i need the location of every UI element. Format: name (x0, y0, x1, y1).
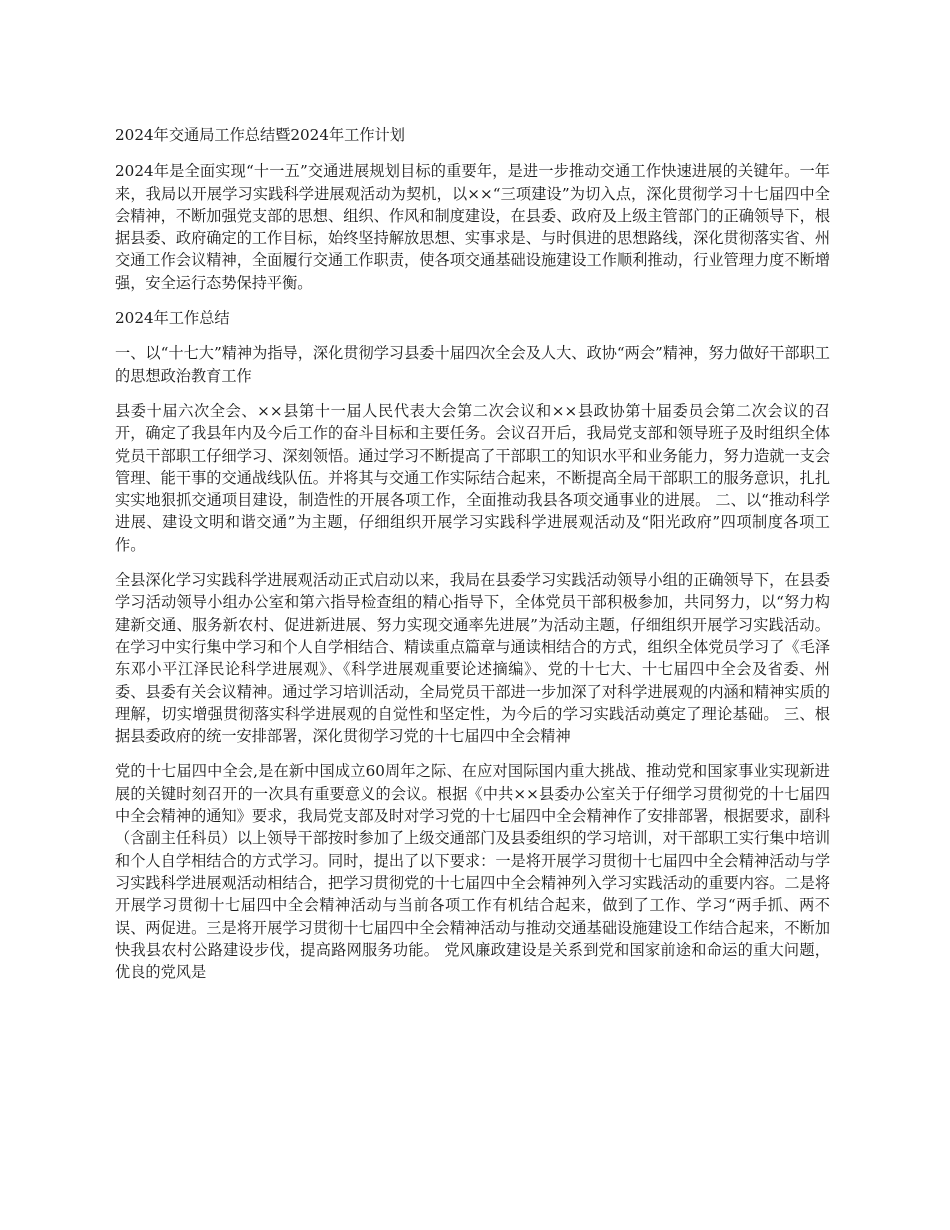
document-body (115, 124, 830, 996)
intro-paragraph: 2024年是全面实现“十一五”交通进展规划目标的重要年，是进一步推动交通工作快速进展的关键年。一年来，我局以开展学习实践科学进展观活动为契机，以××“三项建设”为切入点，深化贯彻学习十七届四中全会精神，不断加强党支部的思想、组织、作风和制度建设，在县委、政府及上级主管部门的正确领导下，根据县委、政府确定的工作目标，始终坚持解放思想、实事求是、与时俱进的思想路线，深化贯彻落实省、州交通工作会议精神，全面履行交通工作职责，使各项交通基础设施建设工作顺利推动，行业管理力度不断增强，安全运行态势保持平衡。 (115, 162, 830, 292)
section-heading: 2024年工作总结 (115, 309, 230, 328)
body-paragraph-3: 党的十七届四中全会,是在新中国成立60周年之际、在应对国际国内重大挑战、推动党和国家事业实现新进展的关键时刻召开的一次具有重要意义的会议。根据《中共××县委办公室关于仔细学习贯彻党的十七届四中全会精神的通知》要求，我局党支部及时对学习党的十七届四中全会精神作了安排部署，根据要求，副科（含副主任科员）以上领导干部按时参加了上级交通部门及县委组织的学习培训，对干部职工实行集中培训和个人自学相结合的方式学习。同时，提出了以下要求：一是将开展学习贯彻十七届四中全会精神活动与学习实践科学进展观活动相结合，把学习贯彻党的十七届四中全会精神列入学习实践活动的重要内容。二是将开展学习贯彻十七届四中全会精神活动与当前各项工作有机结合起来，做到了工作、学习“两手抓、两不误、两促进。三是将开展学习贯彻十七届四中全会精神活动与推动交通基础设施建设工作结合起来，不断加快我县农村公路建设步伐，提高路网服务功能。 党风廉政建设是关系到党和国家前途和命运的重大问题，优良的党风是 (115, 762, 830, 982)
body-paragraph-2: 全县深化学习实践科学进展观活动正式启动以来，我局在县委学习实践活动领导小组的正确领导下，在县委学习活动领导小组办公室和第六指导检查组的精心指导下，全体党员干部积极参加，共同努力，以“努力构建新交通、服务新农村、促进新进展、努力实现交通率先进展”为活动主题，仔细组织开展学习实践活动。在学习中实行集中学习和个人自学相结合、精读重点篇章与通读相结合的方式，组织全体党员学习了《毛泽东邓小平江泽民论科学进展观》、《科学进展观重要论述摘编》、党的十七大、十七届四中全会及省委、州委、县委有关会议精神。通过学习培训活动，全局党员干部进一步加深了对科学进展观的内涵和精神实质的理解，切实增强贯彻落实科学进展观的自觉性和坚定性，为今后的学习实践活动奠定了理论基础。 三、根据县委政府的统一安排部署，深化贯彻学习党的十七届四中全会精神 (115, 571, 830, 746)
subsection-heading: 一、以“十七大”精神为指导，深化贯彻学习县委十届四次全会及人大、政协“两会”精神，努力做好干部职工的思想政治教育工作 (115, 344, 830, 385)
document-title: 2024年交通局工作总结暨2024年工作计划 (115, 126, 405, 144)
body-paragraph-1: 县委十届六次全会、××县第十一届人民代表大会第二次会议和××县政协第十届委员会第二次会议的召开，确定了我县年内及今后工作的奋斗目标和主要任务。会议召开后，我局党支部和领导班子及时组织全体党员干部职工仔细学习、深刻领悟。通过学习不断提高了干部职工的知识水平和业务能力，努力造就一支会管理、能干事的交通战线队伍。并将其与交通工作实际结合起来，不断提高全局干部职工的服务意识，扎扎实实地狠抓交通项目建设，制造性的开展各项工作，全面推动我县各项交通事业的进展。 二、以“推动科学进展、建设文明和谐交通”为主题，仔细组织开展学习实践科学进展观活动及“阳光政府”四项制度各项工作。 (115, 401, 830, 554)
